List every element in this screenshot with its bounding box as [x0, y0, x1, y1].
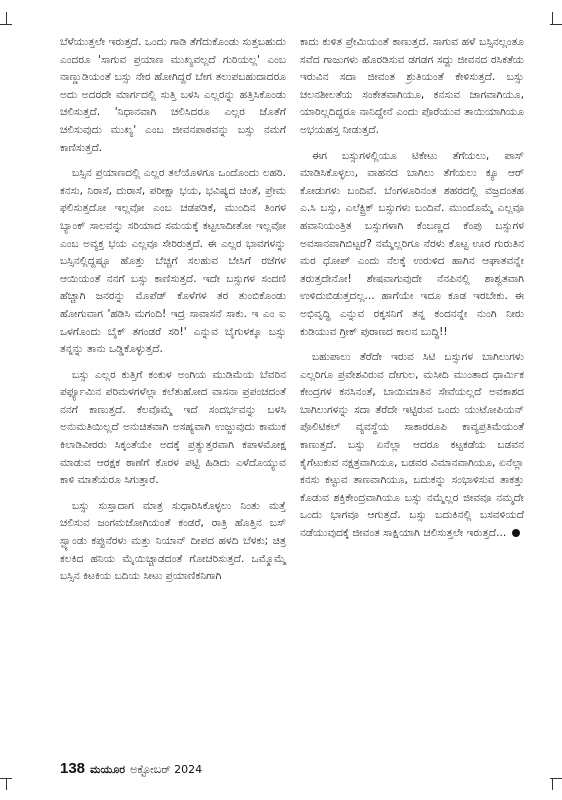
- paragraph: ಕಾದು ಕುಳಿತ ಪ್ರೇಮಿಯಂತೆ ಕಾಣುತ್ತದೆ. ಸಾಗುವ ಹಳೆ ಬಸ್ಸಿನಲ್ಲಂತೂ ಸವೆದ ಗಾಜುಗಳು ಹೊರಡಿಸುವ ಡಗಡಗ ಸದ್ದು ಜೀವನದ ರಸಿಕತೆಯ ಇರುವಿನ ಸದಾ ಜೀವಂತ ಶ್ರುತಿಯಂತೆ ಕೇಳಿಸುತ್ತದೆ. ಬಸ್ಸು ಚಲನಶೀಲತೆಯ ಸಂಕೇತವಾಗಿಯೂ, ಕನಸುವ ಜಾಗವಾಗಿಯೂ, ಯಾರಿಲ್ಲದಿದ್ದರೂ ನಾನಿದ್ದೇನೆ ಎಂದು ಪೊರೆಯುವ ತಾಯಿಯಾಗಿಯೂ ಅಭಯಹಸ್ತ ನೀಡುತ್ತದೆ.: [300, 36, 524, 136]
- paragraph: ಬೆಳೆಯುತ್ತಲೇ ಇರುತ್ತದೆ. ಒಂದು ಗಾಡಿ ತೆಗೆದುಕೊಂಡು ಸುತ್ತಬಹುದು ಎಂದರೂ 'ಸಾಗುವ ಪ್ರಯಾಣ ಮುಖ್ಯವಲ್ಲದೆ ಗುರಿಯಲ್ಲ' ಎಂಬ ನಾಣ್ಣುಡಿಯಂತೆ ಬಸ್ಸು ನೇರ ಹೋಗಿದ್ದರೆ ಬೇಗ ತಲುಪಬಹುದಾದರೂ ಅದು ಅದರದೇ ಮಾರ್ಗದಲ್ಲಿ ಸುತ್ತಿ ಬಳಸಿ ಎಲ್ಲರನ್ನು ಹತ್ತಿಸಿಕೊಂಡು ಚಲಿಸುತ್ತದೆ. 'ನಿಧಾನವಾಗಿ ಚಲಿಸಿದರೂ ಎಲ್ಲರ ಜೊತೆಗೆ ಚಲಿಸುವುದು ಮುಖ್ಯ' ಎಂಬ ಜೀವನಪಾಠವನ್ನು ಬಸ್ಸು ನಮಗೆ ಕಾಣಿಸುತ್ತದೆ.: [60, 36, 286, 154]
- crop-mark: [0, 24, 12, 25]
- article-column-right: [300, 34, 524, 551]
- page-footer: [60, 760, 202, 784]
- crop-mark: [552, 12, 553, 24]
- article-column-left: [60, 34, 286, 594]
- page-number: 138: [60, 760, 86, 777]
- issue-date: ಅಕ್ಟೋಬರ್ 2024: [130, 763, 203, 776]
- paragraph: ಬಸ್ಸು ಸುಸ್ತಾದಾಗ ಮಾತ್ರ ಸುಧಾರಿಸಿಕೊಳ್ಳಲು ನಿಂತು ಮತ್ತೆ ಚಲಿಸುವ ಜಂಗಮಜೋಗಿಯಂತೆ ಕಂಡರೆ, ರಾತ್ರಿ ಹೊತ್ತಿನ ಬಸ್ ಸ್ಟ್ಯಾಂಡು ಕಪ್ಪುನೆರಳು ಮತ್ತು ನಿಯಾನ್ ದೀಪದ ಹಳದಿ ಬೆಳಕು; ಚಿತ್ರ ಕಲಕಿದ ಹನಿಯ ಮೈಯಿಚ್ಚಾಡದಂತೆ ಗೋಚರಿಸುತ್ತದೆ. ಒಮ್ಮೊಮ್ಮೆ ಬಸ್ಸಿನ ಕಿಟಕಿಯ ಬದಿಯ ಸೀಟು ಪ್ರಯಾಣಿಕನಿಗಾಗಿ: [60, 499, 286, 583]
- end-of-article-mark: [512, 529, 520, 537]
- paragraph: ಬಸ್ಸು ಎಲ್ಲರ ಕುತ್ತಿಗೆ ಕಂಕುಳ ಅಂಗಿಯ ಮುಡಿಮೆಯ ಬೆವರಿನ ಪರ್ಫ್ಯೂಮಿನ ಪರಿಮಳಗಳೆಲ್ಲಾ ಕಲೆತುಹೋದ ವಾಸನಾ ಪ್ರಪಂಚದಂತೆ ನನಗೆ ಕಾಣುತ್ತದೆ. ಕೆಲವೊಮ್ಮೆ ಇದೆ ಸಂದರ್ಭವನ್ನು ಬಳಸಿ ಅನುಮತಿಯಿಲ್ಲದೆ ಅನುಚಿತವಾಗಿ ಅಸಹ್ಯವಾಗಿ ಉಜ್ಜುವುದು ಕಾಮುಕ ಕಿಲಾಡಿವೀರರು ಸಿಕ್ಕಂತೆಯೇ ಅದಕ್ಕೆ ಪ್ರತ್ಯುತ್ತರವಾಗಿ ಕಪಾಳಮೋಕ್ಷ ಮಾಡುವ ಆರಕ್ಷಕ ಠಾಣೆಗೆ ಕೊರಳ ಪಟ್ಟಿ ಹಿಡಿದು ಎಳೆದೊಯ್ಯುವ ಕಾಳಿ ಮಾತೆಯರೂ ಸಿಗುತ್ತಾರೆ.: [60, 368, 286, 487]
- crop-mark: [550, 778, 562, 779]
- crop-mark: [0, 778, 12, 779]
- crop-mark: [552, 778, 553, 790]
- paragraph-last: [300, 349, 524, 543]
- crop-mark: [6, 12, 7, 24]
- paragraph: ಬಸ್ಸಿನ ಪ್ರಯಾಣದಲ್ಲಿ ಎಲ್ಲರ ತಲೆಯೊಳಗೂ ಒಂದೊಂದು ಲಹರಿ. ಕನಸು, ನಿರಾಸೆ, ದುರಾಸೆ, ಪರೀಕ್ಷಾ ಭಯ, ಭವಿಷ್ಯದ ಚಿಂತೆ, ಪ್ರೇಮ ಫಲಿಸುತ್ತದೋ ಇಲ್ಲವೋ ಎಂಬ ಚಡಪಡಿಕೆ, ಮುಂದಿನ ತಿಂಗಳ ಬ್ಯಾಂಕ್ ಸಾಲವನ್ನು ಸರಿಯಾದ ಸಮಯಕ್ಕೆ ಕಟ್ಟಲಾದೀತೋ ಇಲ್ಲವೋ ಎಂಬ ಅವ್ಯಕ್ತ ಭಯ ಎಲ್ಲವೂ ಸೇರಿರುತ್ತದೆ. ಈ ಎಲ್ಲರ ಭಾವಗಳನ್ನು ಬಸ್ಸಿನಲ್ಲಿದ್ದಷ್ಟೂ ಹೊತ್ತು ಬೆಚ್ಚಗೆ ಸಲಹುವ ಬೇಸಿಗೆ ರಜೆಗಳ ಆಯಿಯಂತೆ ನನಗೆ ಬಸ್ಸು ಕಾಣಿಸುತ್ತದೆ. ಇದೇ ಬಸ್ಸುಗಳ ಸಂದಣಿ ಹೆಚ್ಚಾಗಿ ಜನರನ್ನು ಮೊಪೆಡ್ ಕೊಳೆಗಳ ತರ ತುಂಬಿಕೊಂಡು ಹೋಗುವಾಗ 'ಹಡಿಸಿ ಮಗಂದಿ! ಇದ್ರ ಸಾವಾಸನೆ ಸಾಕು. ಇ ಎಂ ಐ ಒಳಗೊಂದು ಬೈಕ್ ತಗಂಡರೆ ಸರಿ!' ಎನ್ನುವ ಬೈಗುಳಕ್ಕೂ ಬಸ್ಸು ತನ್ನನ್ನು ತಾನು ಒಡ್ಡಿಕೊಳ್ಳುತ್ತದೆ.: [60, 167, 286, 356]
- paragraph-text: ಬಹುಪಾಲು ತೆರೆದೇ ಇರುವ ಸಿಟಿ ಬಸ್ಸುಗಳ ಬಾಗಿಲುಗಳು ಎಲ್ಲರಿಗೂ ಪ್ರವೇಶವಿರುವ ದೇಗುಲ, ಮಸೀದಿ ಮುಂತಾದ ಧಾರ್ಮಿಕ ಕೇಂದ್ರಗಳ ಕನಸಿನಂತೆ, ಬಾಯಿಮಾತಿನ ಸೇವೆಯಲ್ಲದೆ ಅವಕಾಶದ ಬಾಗಿಲುಗಳನ್ನು ಸದಾ ತೆರೆದೇ ಇಟ್ಟಿರುವ ಒಂದು ಯುಟೋಪಿಯನ್ ಪೊಲಿಟಿಕಲ್ ವ್ಯವಸ್ಥೆಯ ಸಾಕಾರರೂಪಿ ಕಾವ್ಯಪ್ರತಿಮೆಯಂತೆ ಕಾಣುತ್ತದೆ. ಬಸ್ಸು ಏನೆಲ್ಲಾ ಆದರೂ ಕಟ್ಟಕಡೆಯ ಬಡವನ ಕೈಗೆಟುಕುವ ನಕ್ಷತ್ರವಾಗಿಯೂ, ಬಡವರ ವಿಮಾನವಾಗಿಯೂ, ಏನೆಲ್ಲಾ ಕನಸು ಕಟ್ಟುವ ತಾಣವಾಗಿಯೂ, ಬದುಕನ್ನು ಸಂಭಾಳಿಸುವ ತಾಕತ್ತು ಕೊಡುವ ಶಕ್ತಿಕೇಂದ್ರವಾಗಿಯೂ ಬಸ್ಸು ನಮ್ಮೆಲ್ಲರ ಜೀವವೂ ನಮ್ಮದೇ ಒಂದು ಭಾಗವೂ ಆಗುತ್ತದೆ. ಬಸ್ಸು ಬದುಕಿನಲ್ಲಿ ಬಸವಳಿಯದೆ ನಡೆಯುವುದಕ್ಕೆ ಜೀವಂತ ಸಾಕ್ಷಿಯಾಗಿ ಚಲಿಸುತ್ತಲೇ ಇರುತ್ತದೆ...: [300, 351, 524, 540]
- crop-mark: [550, 24, 562, 25]
- crop-mark: [6, 778, 7, 790]
- magazine-name: ಮಯೂರ: [90, 763, 126, 776]
- paragraph: ಈಗ ಬಸ್ಸುಗಳಲ್ಲಿಯೂ ಟಿಕೇಟು ತೆಗೆಯಲು, ಪಾಸ್ ಮಾಡಿಸಿಕೊಳ್ಳಲು, ವಾಹನದ ಬಾಗಿಲು ತೆಗೆಯಲು ಕ್ಯೂ ಆರ್ ಕೋಡುಗಳು ಬಂದಿವೆ. ಬೆಂಗಳೂರಿನಂತ ಶಹರದಲ್ಲಿ ವಜ್ರದಂತಹ ಎ.ಸಿ ಬಸ್ಸು, ಎಲೆಕ್ಟ್ರಿಕ್ ಬಸ್ಸುಗಳು ಬಂದಿವೆ. ಮುಂದೊಮ್ಮೆ ಎಲ್ಲವೂ ಹವಾನಿಯಂತ್ರಿತ ಬಸ್ಸುಗಳಾಗಿ ಕೆಂಬಣ್ಣದ ಕೆಂಪು ಬಸ್ಸುಗಳ ಅವಸಾನವಾಗಿಬಿಟ್ಟರೆ? ನಮ್ಮೆಲ್ಲರಿಗೂ ನೆರಳು ಕೊಟ್ಟ ಊರ ಗುರುತಿನ ಮರ ಧೋಪ್ ಎಂದು ನೆಲಕ್ಕೆ ಉರುಳಿದ ಹಾಗಿನ ಆಘಾತವನ್ನೇ ತರುತ್ತದೇನೋ! ಶೇಷವಾಗುವುದೇ ನೆನಪಿನಲ್ಲಿ ಶಾಶ್ವತವಾಗಿ ಉಳಿದುಬಿಡುತ್ತದಲ್ಲ... ಹಾಗೆಯೇ ಇದೂ ಕೂಡ ಇರಬೇಕು. ಈ ಅಭಿವೃದ್ಧಿ ಎನ್ನುವ ರಕ್ಕಸನಿಗೆ ತನ್ನ ಕಂದನನ್ನೇ ನುಂಗಿ ನೀರು ಕುಡಿಯುವ ಗ್ರೀಕ್ ಪುರಾಣದ ಕಾಲನ ಬುದ್ಧಿ!!: [300, 149, 524, 338]
